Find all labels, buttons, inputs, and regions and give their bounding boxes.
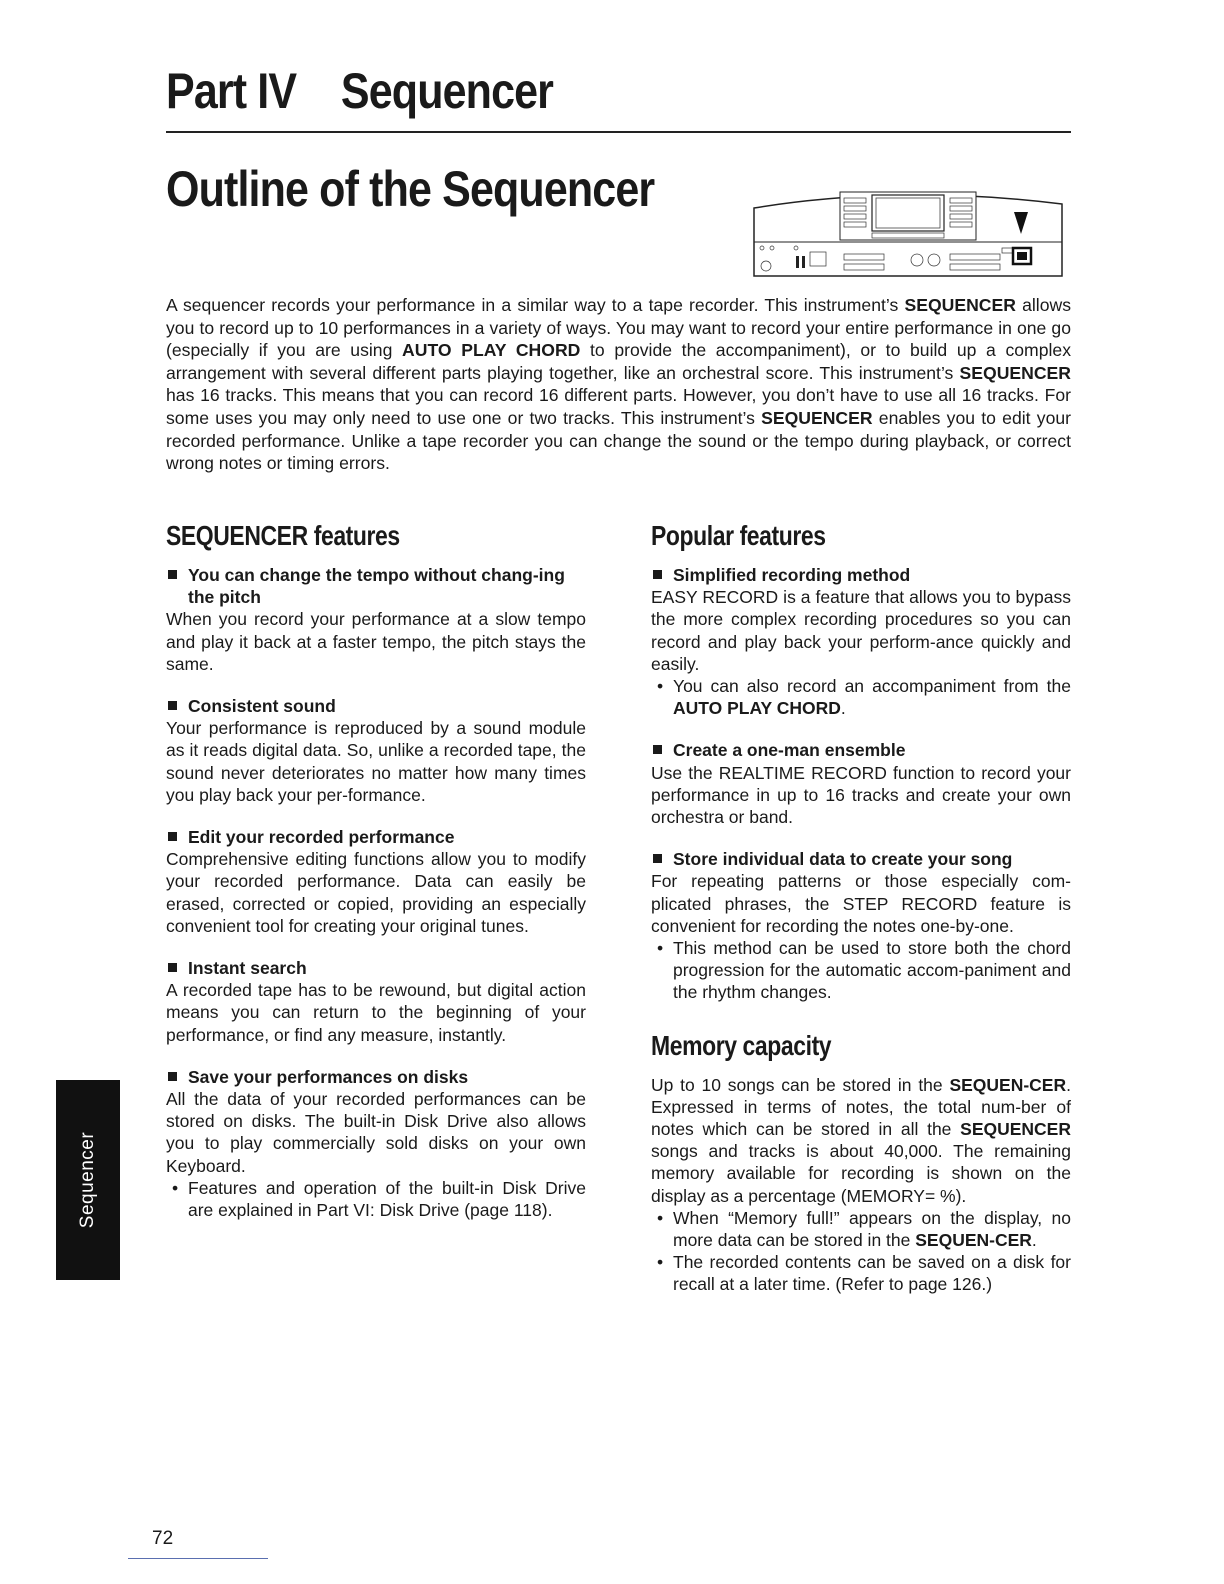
memory-bold-1: SEQUEN-CER — [949, 1074, 1067, 1095]
bullet-square-icon — [653, 854, 662, 863]
memory-text-1: Up to 10 songs can be stored in the — [651, 1074, 950, 1095]
bullet-item — [651, 937, 1071, 1004]
bullet-item — [651, 1251, 1071, 1295]
bullet-dot-icon: • — [657, 676, 664, 697]
intro-paragraph — [166, 294, 1071, 475]
bullet-bold: AUTO PLAY CHORD — [673, 698, 841, 719]
feature-consistent-sound — [166, 695, 586, 806]
memory-capacity-heading: Memory capacity — [651, 1029, 832, 1061]
intro-bold-1: SEQUENCER — [904, 295, 1016, 315]
bullet-dot-icon: • — [172, 1177, 179, 1198]
bullet-square-icon — [168, 963, 177, 972]
intro-text-1: A sequencer records your performance in a similar way to a tape recorder. This instrument’s — [166, 295, 905, 315]
feature-heading: Save your performances on disks — [188, 1066, 469, 1087]
feature-save-disks — [166, 1066, 586, 1221]
left-column — [166, 520, 586, 1241]
side-tab-label: Sequencer — [77, 1131, 98, 1229]
page-number-rule — [128, 1558, 268, 1559]
bullet-text: When “Memory full!” appears on the display, no more data can be stored in the — [673, 1207, 1071, 1251]
intro-text-2: allows you to record up to 10 performances in a variety of ways. You may want to record your entire performance in one go (especially if you are using — [166, 295, 1071, 361]
bullet-square-icon — [168, 570, 177, 579]
memory-text-2: . Expressed in terms of notes, the total num-ber of notes which can be stored in all the — [651, 1074, 1071, 1140]
feature-store-individual-data — [651, 848, 1071, 1003]
bullet-square-icon — [653, 745, 662, 754]
popular-features-heading: Popular features — [651, 520, 826, 551]
feature-heading: Simplified recording method — [673, 565, 911, 585]
bullet-dot-icon: • — [657, 1207, 664, 1228]
feature-one-man-ensemble — [651, 739, 1071, 828]
bullet-item — [651, 675, 1071, 719]
feature-body: All the data of your recorded performances can be stored on disks. The built-in Disk Drive also allows you to play commercially sold disks on your own Keyboard. — [166, 1089, 586, 1176]
feature-tempo — [166, 564, 586, 675]
bullet-text: The recorded contents can be saved on a disk for recall at a later time. (Refer to page 126.) — [673, 1252, 1071, 1295]
feature-heading: Consistent sound — [188, 696, 336, 717]
bullet-item — [651, 1207, 1071, 1251]
right-column — [651, 520, 1071, 1296]
section-side-tab — [56, 1080, 120, 1280]
feature-instant-search — [166, 957, 586, 1046]
feature-heading: Store individual data to create your song — [673, 849, 1013, 870]
intro-text-5: enables you to edit your recorded performance. Unlike a tape recorder you can change the sound or the tempo during playback, or correct wrong notes or timing errors. — [166, 407, 1071, 474]
feature-body: Use the REALTIME RECORD function to record your performance in up to 16 tracks and create your own orchestra or band. — [651, 762, 1071, 828]
feature-body: When you record your performance at a slow tempo and play it back at a faster tempo, the pitch stays the same. — [166, 609, 586, 674]
part-title — [166, 62, 553, 120]
keyboard-panel-illustration — [752, 182, 1064, 278]
intro-text-3: to provide the accompaniment), or to build up a complex arrangement with several different parts playing together, like an orchestral score. This instrument’s — [166, 340, 1071, 383]
bullet-square-icon — [653, 570, 662, 579]
bullet-square-icon — [168, 701, 177, 710]
feature-body: A recorded tape has to be rewound, but digital action means you can return to the beginning of your performance, or find any measure, instantly. — [166, 980, 586, 1045]
memory-text-3: songs and tracks is about 40,000. The remaining memory available for recording is shown on the display as a percentage (MEMORY= %). — [651, 1141, 1071, 1206]
bullet-square-icon — [168, 832, 177, 841]
intro-bold-4: SEQUENCER — [761, 407, 873, 428]
bullet-text: Features and operation of the built-in Disk Drive are explained in Part VI: Disk Drive (page 118). — [188, 1177, 586, 1221]
part-name: Sequencer — [340, 63, 554, 119]
part-label: Part IV — [166, 63, 297, 119]
feature-body: For repeating patterns or those especially com-plicated phrases, the STEP RECORD feature is convenient for recording the notes one-by-one. — [651, 871, 1071, 936]
page-title: Outline of the Sequencer — [166, 161, 655, 217]
feature-heading: Instant search — [188, 958, 307, 979]
feature-body: EASY RECORD is a feature that allows you to bypass the more complex recording procedures so you can record and play back your perform-ance quickly and easily. — [651, 587, 1071, 674]
memory-bold-2: SEQUENCER — [960, 1119, 1071, 1140]
feature-edit — [166, 826, 586, 937]
feature-heading: Edit your recorded performance — [188, 827, 455, 848]
bullet-text: This method can be used to store both the chord progression for the automatic accom-paniment and the rhythm changes. — [673, 938, 1071, 1003]
bullet-square-icon — [168, 1072, 177, 1081]
memory-capacity-body — [651, 1074, 1071, 1207]
intro-bold-2: AUTO PLAY CHORD — [402, 340, 581, 361]
bullet-dot-icon: • — [657, 938, 664, 959]
intro-bold-3: SEQUENCER — [959, 362, 1071, 383]
feature-body: Your performance is reproduced by a sound module as it reads digital data. So, unlike a recorded tape, the sound never deteriorates no matter how many times you play back your per-formance. — [166, 718, 586, 805]
bullet-bold: SEQUEN-CER — [915, 1230, 1032, 1251]
feature-body: Comprehensive editing functions allow you to modify your recorded performance. Data can easily be erased, corrected or copied, providing an especially convenient tool for creating your original tunes. — [166, 849, 586, 936]
page-number: 72 — [152, 1528, 174, 1549]
bullet-dot-icon: • — [657, 1252, 664, 1273]
feature-heading: Create a one-man ensemble — [673, 740, 906, 761]
intro-text-4: has 16 tracks. This means that you can record 16 different parts. However, you don’t have to use all 16 tracks. For some uses you may only need to use one or two tracks. This instrument’s — [166, 385, 1071, 428]
bullet-text: You can also record an accompaniment from the — [673, 676, 1071, 697]
sequencer-features-heading: SEQUENCER features — [166, 520, 400, 551]
title-divider — [166, 131, 1071, 133]
bullet-item — [166, 1177, 586, 1221]
bullet-text-end: . — [1031, 1230, 1037, 1251]
feature-heading: You can change the tempo without chang-ing the pitch — [188, 565, 565, 608]
feature-simplified-recording — [651, 564, 1071, 719]
bullet-text-end: . — [840, 698, 846, 719]
